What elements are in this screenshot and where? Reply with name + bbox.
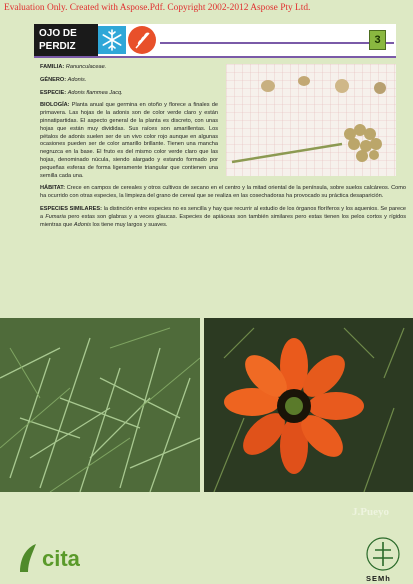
- page-number-badge: 3: [369, 30, 386, 50]
- snowflake-icon: [98, 26, 126, 54]
- genero-label: GÉNERO:: [40, 76, 67, 83]
- similares-label: ESPECIES SIMILARES:: [40, 205, 102, 212]
- habitat-text: Crece en campos de cereales y otros cultivos de secano en el centro y la mitad oriental de la península, sobre suelos calcáreos. Como ha ocurrido con otras especies, la limpieza del grano de cereal que se realiza en las cosechadoras ha provocado su práctica desaparición.: [40, 185, 406, 200]
- cita-logo: [18, 540, 92, 576]
- similares-italic-2: Adonis: [73, 221, 91, 228]
- cita-logo-text: cita: [42, 546, 80, 571]
- familia-label: FAMILIA:: [40, 64, 65, 70]
- especie-label: ESPECIE:: [40, 89, 67, 96]
- similares-italic-1: Fumaria: [45, 213, 66, 220]
- habitat-label: HÁBITAT:: [40, 185, 65, 192]
- title-line-1: OJO DE: [39, 28, 77, 39]
- wheat-icon: [128, 26, 156, 54]
- page-title: [34, 24, 98, 56]
- especie-value: Adonis flammea Jacq.: [67, 89, 123, 96]
- biologia-text: Planta anual que germina en otoño y florece a finales de primavera. Las hojas de la adonis son de color verde claro y están pinnatipartidas. El aspecto general de la planta es discreto, con unas hojas que están muy divididas. Sus raíces son amarillentas. Los pétalos de adonis suelen ser de un vivo color rojo aunque en algunas ocasiones pueden ser de color amarillo brillante. Tienen una mancha negruzca en la base. El fruto es del mismo color verde claro que las hojas, denominado núcula, siendo alargado y estando formado por pequeñas esferas de forma ligeramente triangular que contienen una semilla cada una.: [40, 102, 218, 179]
- photo-credit: J.Pueyo: [352, 506, 389, 518]
- title-line-2: PERDIZ: [39, 41, 76, 52]
- genero-value: Adonis.: [67, 76, 87, 83]
- familia-value: Ranunculaceae.: [65, 64, 107, 70]
- semh-logo-text: SEMh: [366, 574, 391, 583]
- foliage-photo: [0, 318, 200, 492]
- biologia-label: BIOLOGÍA:: [40, 102, 70, 109]
- similares-text-1: la distinción entre especies no es sencilla y hay que recurrir al estudio de los órganos floríferos y los aquenios. Se parece a: [40, 205, 406, 220]
- watermark-text: Evaluation Only. Created with Aspose.Pdf. Copyright 2002-2012 Aspose Pty Ltd.: [4, 3, 311, 13]
- content-body: [40, 64, 406, 234]
- similares-text-2: pero estas son glabras y a veces glaucas. Especies de apiáceas son también similares pero estas tienen los pelos cortos y rígidos mientras que: [40, 213, 406, 228]
- similares-text-3: los tiene muy largos y suaves.: [91, 221, 168, 228]
- flower-photo: [204, 318, 413, 492]
- header-divider: [160, 42, 394, 44]
- header-underline: [34, 56, 396, 58]
